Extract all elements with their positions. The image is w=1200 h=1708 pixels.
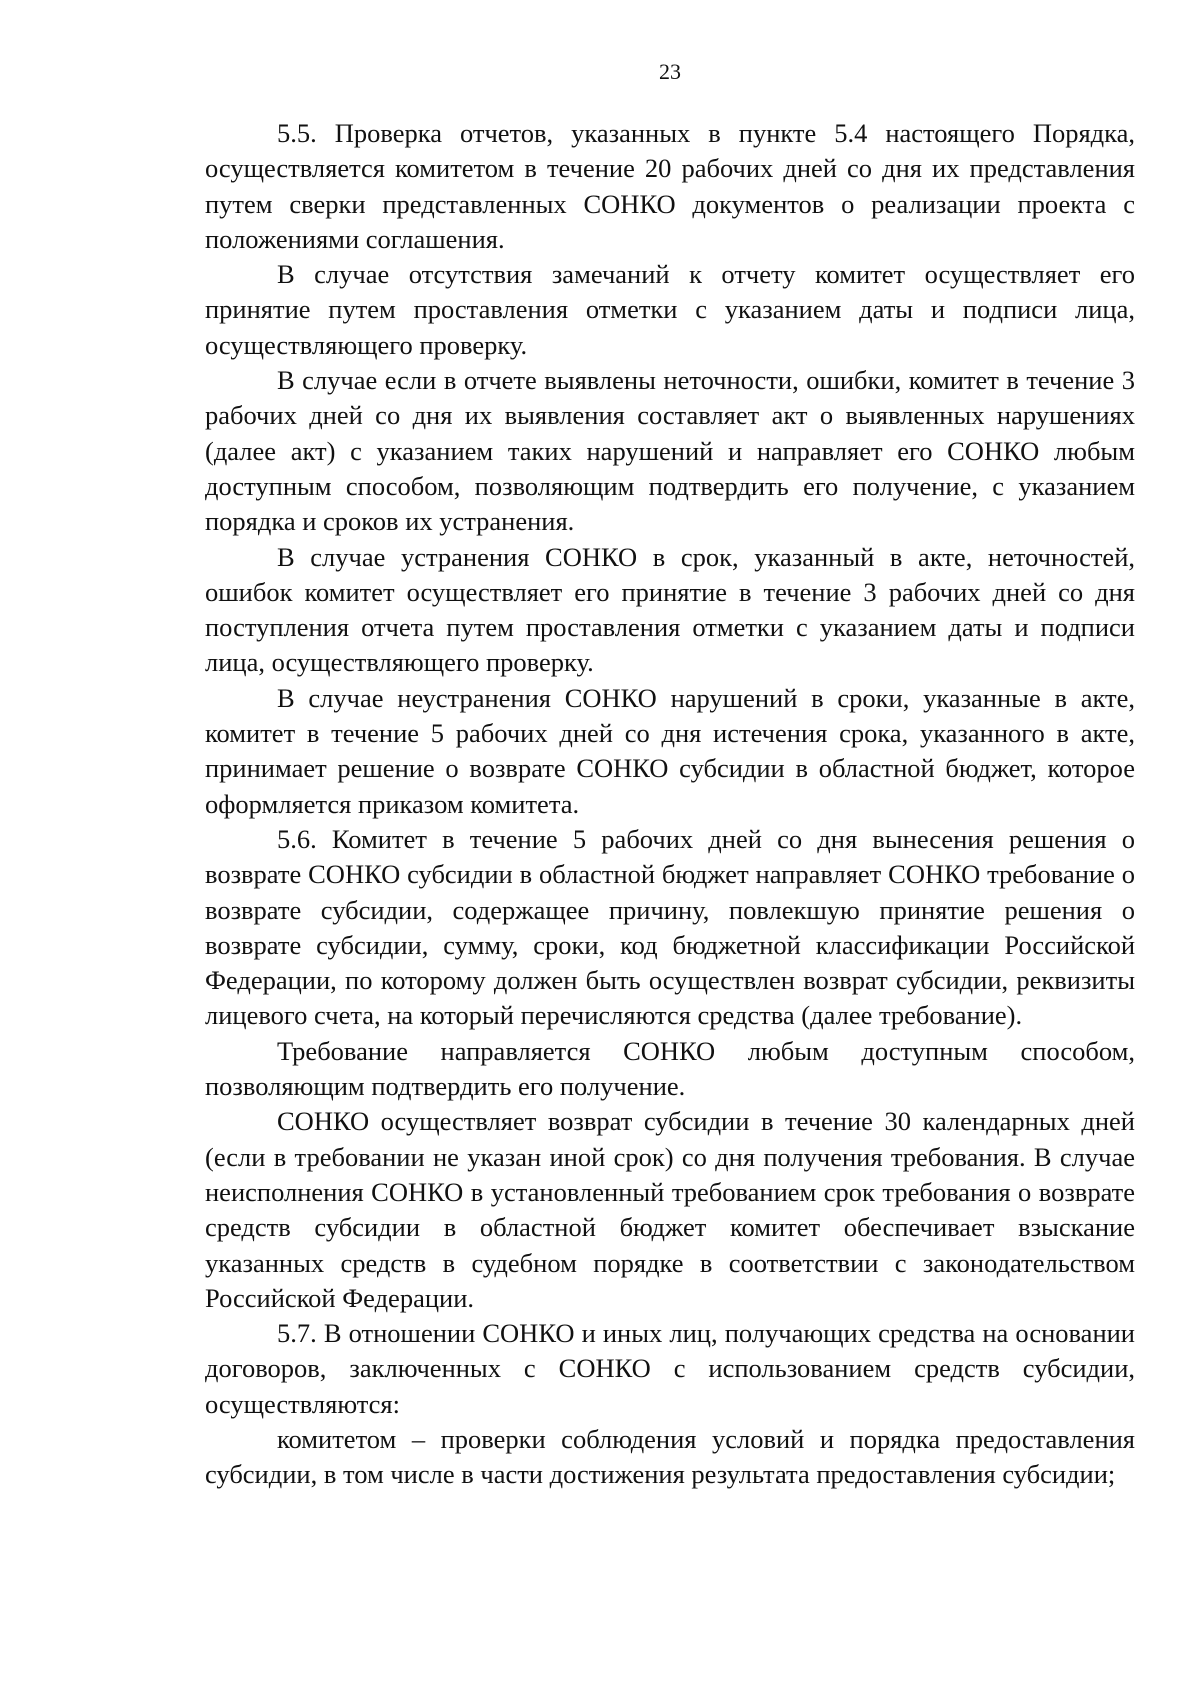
paragraph-5-7: 5.7. В отношении СОНКО и иных лиц, получающих средства на основании договоров, заключенных с СОНКО с использованием средств субсидии, осуществляются:: [205, 1318, 1135, 1419]
paragraph-committee-checks: комитетом – проверки соблюдения условий и порядка предоставления субсидии, в том числе в части достижения результата предоставления субсидии;: [205, 1423, 1135, 1490]
paragraph-no-remarks: В случае отсутствия замечаний к отчету комитет осуществляет его принятие путем проставления отметки с указанием даты и подписи лица, осуществляющего проверку.: [205, 259, 1135, 360]
paragraph-requirement-sent: Требование направляется СОНКО любым доступным способом, позволяющим подтвердить его получение.: [205, 1035, 1135, 1102]
paragraph-5-6: 5.6. Комитет в течение 5 рабочих дней со дня вынесения решения о возврате СОНКО субсидии в областной бюджет направляет СОНКО требование о возврате субсидии, содержащее причину, повлекшую принятие решения о возврате субсидии, сумму, сроки, код бюджетной классификации Российской Федерации, по которому должен быть осуществлен возврат субсидии, реквизиты лицевого счета, на который перечисляются средства (далее требование).: [205, 823, 1135, 1031]
paragraph-5-5: 5.5. Проверка отчетов, указанных в пункте 5.4 настоящего Порядка, осуществляется комитетом в течение 20 рабочих дней со дня их представления путем сверки представленных СОНКО документов о реализации проекта с положениями соглашения.: [205, 118, 1135, 254]
paragraph-errors-not-fixed: В случае неустранения СОНКО нарушений в сроки, указанные в акте, комитет в течение 5 рабочих дней со дня истечения срока, указанного в акте, принимает решение о возврате СОНКО субсидии в областной бюджет, которое оформляется приказом комитета.: [205, 682, 1135, 819]
document-body: [205, 116, 1135, 1493]
paragraph-errors-fixed: В случае устранения СОНКО в срок, указанный в акте, неточностей, ошибок комитет осуществляет его принятие в течение 3 рабочих дней со дня поступления отчета путем проставления отметки с указанием даты и подписи лица, осуществляющего проверку.: [205, 541, 1135, 678]
paragraph-errors-found: В случае если в отчете выявлены неточности, ошибки, комитет в течение 3 рабочих дней со дня их выявления составляет акт о выявленных нарушениях (далее акт) с указанием таких нарушений и направляет его СОНКО любым доступным способом, позволяющим подтвердить его получение, с указанием порядка и сроков их устранения.: [205, 365, 1135, 537]
paragraph-subsidy-return: СОНКО осуществляет возврат субсидии в течение 30 календарных дней (если в требовании не указан иной срок) со дня получения требования. В случае неисполнения СОНКО в установленный требованием срок требования о возврате средств субсидии в областной бюджет комитет обеспечивает взыскание указанных средств в судебном порядке в соответствии с законодательством Российской Федерации.: [205, 1106, 1135, 1313]
page-number: 23: [659, 59, 681, 84]
